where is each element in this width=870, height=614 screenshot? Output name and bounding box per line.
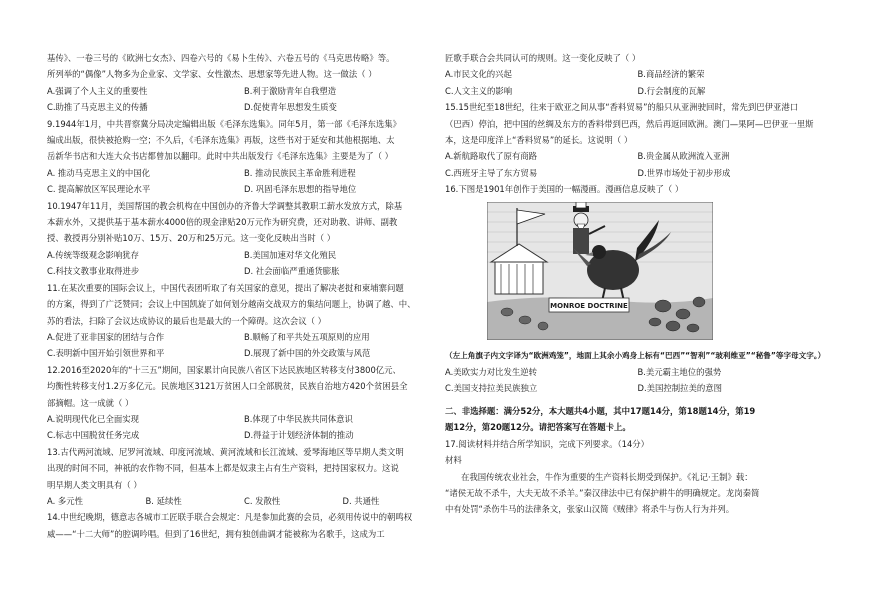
q15-option-a: A.新航路取代了原有商路 [445,151,537,162]
q12-options [47,427,441,443]
q10-stem-line: 授、教授再分别补贴10万、15万、20万和25万元。这一变化反映出当时（ ） [47,233,336,244]
q8-option-a: A.强调了个人主义的重要性 [47,85,148,96]
q12-stem-line: 均衡性转移支付1.2万多亿元。民族地区3121万贫困人口全部脱贫，民族自治地方420个贫困县全 [47,381,408,392]
q9-options [47,165,441,181]
q10-stem-line: 10.1947年11月，美国帮国的教会机构在中国创办的齐鲁大学调整其教职工薪水发放方式，除基 [47,200,403,211]
q11-options [47,329,441,345]
q9-option-a: A. 推动马克思主义的中国化 [47,167,151,178]
q9-option-b: B. 推动民族民主革命胜利进程 [244,167,356,178]
q12-options [47,411,441,427]
q10-option-b: B.美国加速对华文化殖民 [244,249,337,260]
q9-stem-line: 岳新华书店和大连大众书店都曾加以翻印。此时中共出版发行《毛泽东选集》主要是为了（ ） [47,151,394,162]
q10-option-c: C.科技文教事业取得进步 [47,266,140,277]
q9-options [47,181,441,197]
q16-stem-line: 16.下图是1901年创作于美国的一幅漫画。漫画信息反映了（ ） [445,184,684,195]
q12-stem-line: 12.2016至2020年的“十三五”期间，国家累计向民族八省区下达民族地区转移支付3800亿元、 [47,364,401,375]
q15-option-d: D.世界市场处于初步形成 [637,167,731,178]
q10-option-d: D. 社会面临严重通货膨胀 [244,266,340,277]
q8-options [47,83,441,99]
q11-option-c: C.表明新中国开始引领世界和平 [47,348,165,359]
q13-option-b: B. 延续性 [145,495,182,506]
q12-option-b: B.体现了中华民族共同体意识 [244,413,353,424]
q14-option-c: C.人文主义的影响 [445,85,513,96]
q15-option-c: C.西班牙主导了东方贸易 [445,167,538,178]
q15-options [445,148,830,164]
cartoon-figure [445,200,830,344]
q9-option-d: D. 巩固毛泽东思想的指导地位 [244,184,357,195]
political-cartoon-icon [487,202,713,340]
q16-option-a: A.美欧实力对比发生逆转 [445,367,537,378]
q16-options [445,364,830,380]
q10-options [47,263,441,279]
q14-stem-line: 威——“十二大师”的腔调吟唱。但到了16世纪，拥有独创曲调才能被称为名歌手，这成为工 [47,528,385,539]
q11-option-a: A.促进了亚非国家的团结与合作 [47,331,165,342]
q11-option-b: B.顺畅了和平共处五项原则的应用 [244,331,370,342]
q11-stem-line: 的方案，得到了广泛赞同；会议上中国凯旋了如何划分越南交战双方的集结问题上，协调了越、中、 [47,299,416,310]
cartoon-sign-text: MONROE DOCTRINE [550,301,628,310]
q14-options [445,66,830,82]
q17-stem-line: 17.阅读材料并结合所学知识，完成下列要求。（14分） [445,438,650,449]
q8-option-c: C.助推了马克思主义的传播 [47,102,148,113]
q8-options [47,99,441,115]
q16-option-c: C.美国支持拉美民族独立 [445,383,538,394]
q13-option-d: D. 共通性 [342,495,380,506]
q9-stem-line: 9.1944年1月，中共晋察冀分局决定编辑出版《毛泽东选集》。同年5月，第一部《毛泽东选集》 [47,118,402,129]
q12-option-d: D.得益于计划经济体制的推动 [244,430,354,441]
q11-option-d: D.展现了新中国的外交政策与风范 [244,348,371,359]
q12-stem-line: 部摘帽。这一成就（ ） [47,397,134,408]
left-column [47,50,441,542]
q9-stem-line: 编成出版，很快被抢购一空；不久后，《毛泽东选集》再版，这些书对于延安和其他根据地、太 [47,135,395,146]
q15-options [445,165,830,181]
q16-options [445,380,830,396]
q13-option-c: C. 发散性 [244,495,281,506]
material-line: “诸侯无故不杀牛，大夫无故不杀羊。”秦汉律法中已有保护耕牛的明确规定。龙岗秦简 [445,487,760,498]
q9-option-c: C. 提高解放区军民理论水平 [47,184,151,195]
q10-option-a: A.传统等级观念影响犹存 [47,249,139,260]
q8-stem-line: 基传》、一卷三号的《欧洲七女杰》、四卷六号的《易卜生传》、六卷五号的《马克思传略》等。 [47,53,395,63]
q14-option-d: D.行会制度的瓦解 [637,85,706,96]
q12-option-a: A.说明现代化已全面实现 [47,413,139,424]
q13-stem-line: 13.古代两河流域、尼罗河流域、印度河流域、黄河流域和长江流域、爱琴海地区等早期人类文明 [47,446,404,457]
cartoon-caption: （左上角旗子内文字译为“欧洲鸡笼”，地面上其余小鸡身上标有“巴西”“智利”“玻利维亚”“秘鲁”等字母文字。） [445,350,826,360]
q14-option-b: B.商品经济的繁荣 [637,69,705,80]
q14-stem-line: 匠歌手联合会共同认可的规则。这一变化反映了（ ） [445,53,641,63]
q8-stem-line: 所列举的“偶像”人物多为企业家、文学家、女性激杰、思想家等先进人物。这一做法（ ） [47,69,377,80]
part2-heading-line: 二、非选择题：满分52分，本大题共4小题，其中17题14分，第18题14分，第19 [445,405,756,416]
q15-stem-line: 15.15世纪至18世纪，往来于欧亚之间从事“香料贸易”的船只从亚洲驶回时，常先到巴伊亚港口 [445,102,799,113]
q16-option-d: D.美国控制拉美的意图 [637,383,722,394]
material-line: 中有处罚“杀伤牛马的法律条文，张家山汉简《贼律》将杀牛与伤人行为并列。 [445,504,735,515]
q14-option-a: A.市民文化的兴起 [445,69,512,80]
q16-option-b: B.美元霸主地位的强势 [637,367,722,378]
part2-heading-line: 题12分，第20题12分。请把答案写在答题卡上。 [445,422,631,433]
q13-stem-line: 出现的时间不同，神祇的农作物不同，但基本上都是奴隶主占有生产资料，把持国家权力。这说 [47,463,399,474]
q13-option-a: A. 多元性 [47,495,84,506]
q14-options [445,83,830,99]
q14-stem-line: 14.中世纪晚期，德意志各城市工匠联手联合会规定：凡是参加此赛的会员，必须用传说中的朝鸣权 [47,512,413,523]
q15-stem-line: 本，这是印度洋上“香料贸易”的延长。这说明（ ） [445,135,633,146]
q8-option-b: B.利于激励青年自我塑造 [244,85,337,96]
q11-stem-line: 苏的看法，扫除了会议达成协议的最后也是最大的一个障碍。这次会议（ ） [47,315,327,326]
q11-options [47,345,441,361]
q13-stem-line: 明早期人类文明具有（ ） [47,479,142,490]
q11-stem-line: 11.在某次重要的国际会议上，中国代表团听取了有关国家的意见，提出了解决老挝和柬埔寨问题 [47,282,404,293]
q8-option-d: D.促使青年思想发生质变 [244,102,337,113]
q12-option-c: C.标志中国脱贫任务完成 [47,430,140,441]
material-label: 材料 [445,455,462,466]
right-column [445,50,830,518]
material-line: 在我国传统农业社会，牛作为重要的生产资料长期受到保护。《礼记·王制》载： [461,471,753,482]
q15-stem-line: （巴西）停泊，把中国的丝绸及东方的香料带到巴西，然后再返回欧洲。澳门—果阿—巴伊亚一里斯 [445,118,814,129]
q10-stem-line: 本薪水外，又提供基于基本薪水4000倍的现金津贴20万元作为研究费，还对助教、讲师、副教 [47,217,398,228]
q10-options [47,247,441,263]
q13-options [47,493,441,509]
q15-option-b: B.贵金属从欧洲流入亚洲 [637,151,730,162]
